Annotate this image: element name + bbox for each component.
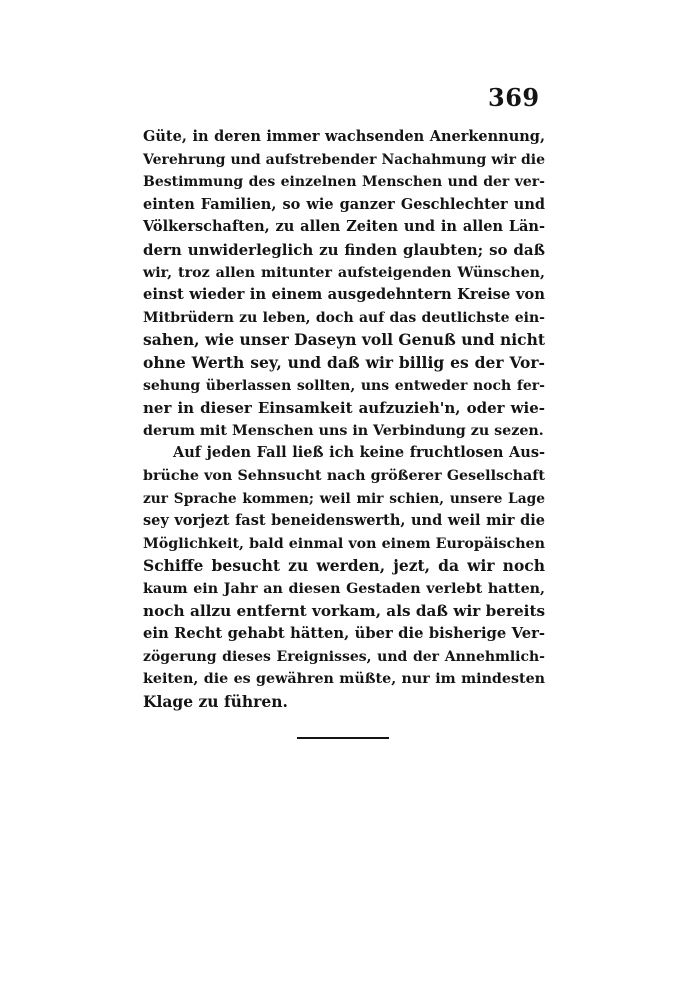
text-line: Klage zu führen. <box>143 691 288 711</box>
text-line: kaum ein Jahr an diesen Gestaden verlebt hatten, <box>143 580 545 597</box>
text-line: brüche von Sehnsucht nach größerer Gesellschaft <box>143 467 545 484</box>
text-line: dern unwiderleglich zu finden glaubten; so daß <box>143 240 545 259</box>
text-line: Bestimmung des einzelnen Menschen und der ver- <box>143 174 545 191</box>
text-line: Auf jeden Fall ließ ich keine fruchtlosen Aus- <box>173 444 545 462</box>
text-line: Schiffe besucht zu werden, jezt, da wir noch <box>143 556 545 576</box>
text-line: Völkerschaften, zu allen Zeiten und in allen Län- <box>143 218 545 236</box>
text-line: sahen, wie unser Daseyn voll Genuß und nicht <box>143 330 546 350</box>
text-line: zur Sprache kommen; weil mir schien, unsere Lage <box>143 490 545 507</box>
page-number: 369 <box>488 83 540 112</box>
text-line: wir, troz allen mitunter aufsteigenden Wünschen, <box>143 264 545 281</box>
text-line: einten Familien, so wie ganzer Geschlechter und <box>143 195 545 213</box>
body-text <box>143 126 545 713</box>
text-line: ner in dieser Einsamkeit aufzuzieh'n, oder wie- <box>143 399 545 418</box>
text-line: ein Recht gehabt hätten, über die bisherige Ver- <box>143 625 545 643</box>
text-line: Mitbrüdern zu leben, doch auf das deutlichste ein- <box>143 309 545 326</box>
text-line: zögerung dieses Ereignisses, und der Annehmlich- <box>143 648 545 665</box>
text-line: sehung überlassen sollten, uns entweder noch fer- <box>143 377 545 394</box>
text-line: einst wieder in einem ausgedehntern Kreise von <box>143 286 545 304</box>
text-line: Verehrung und aufstrebender Nachahmung wir die <box>143 151 545 168</box>
text-line: sey vorjezt fast beneidenswerth, und weil mir die <box>143 512 545 530</box>
text-line: noch allzu entfernt vorkam, als daß wir bereits <box>143 602 546 621</box>
paragraph <box>143 126 545 442</box>
text-line: derum mit Menschen uns in Verbindung zu sezen. <box>143 422 544 439</box>
end-rule-divider <box>297 737 389 739</box>
text-line: keiten, die es gewähren müßte, nur im mindesten <box>143 671 545 688</box>
text-line: ohne Werth sey, und daß wir billig es der Vor- <box>143 352 545 372</box>
text-line: Möglichkeit, bald einmal von einem Europäischen <box>143 535 545 552</box>
paragraph <box>143 442 545 713</box>
text-line: Güte, in deren immer wachsenden Anerkennung, <box>143 128 545 145</box>
